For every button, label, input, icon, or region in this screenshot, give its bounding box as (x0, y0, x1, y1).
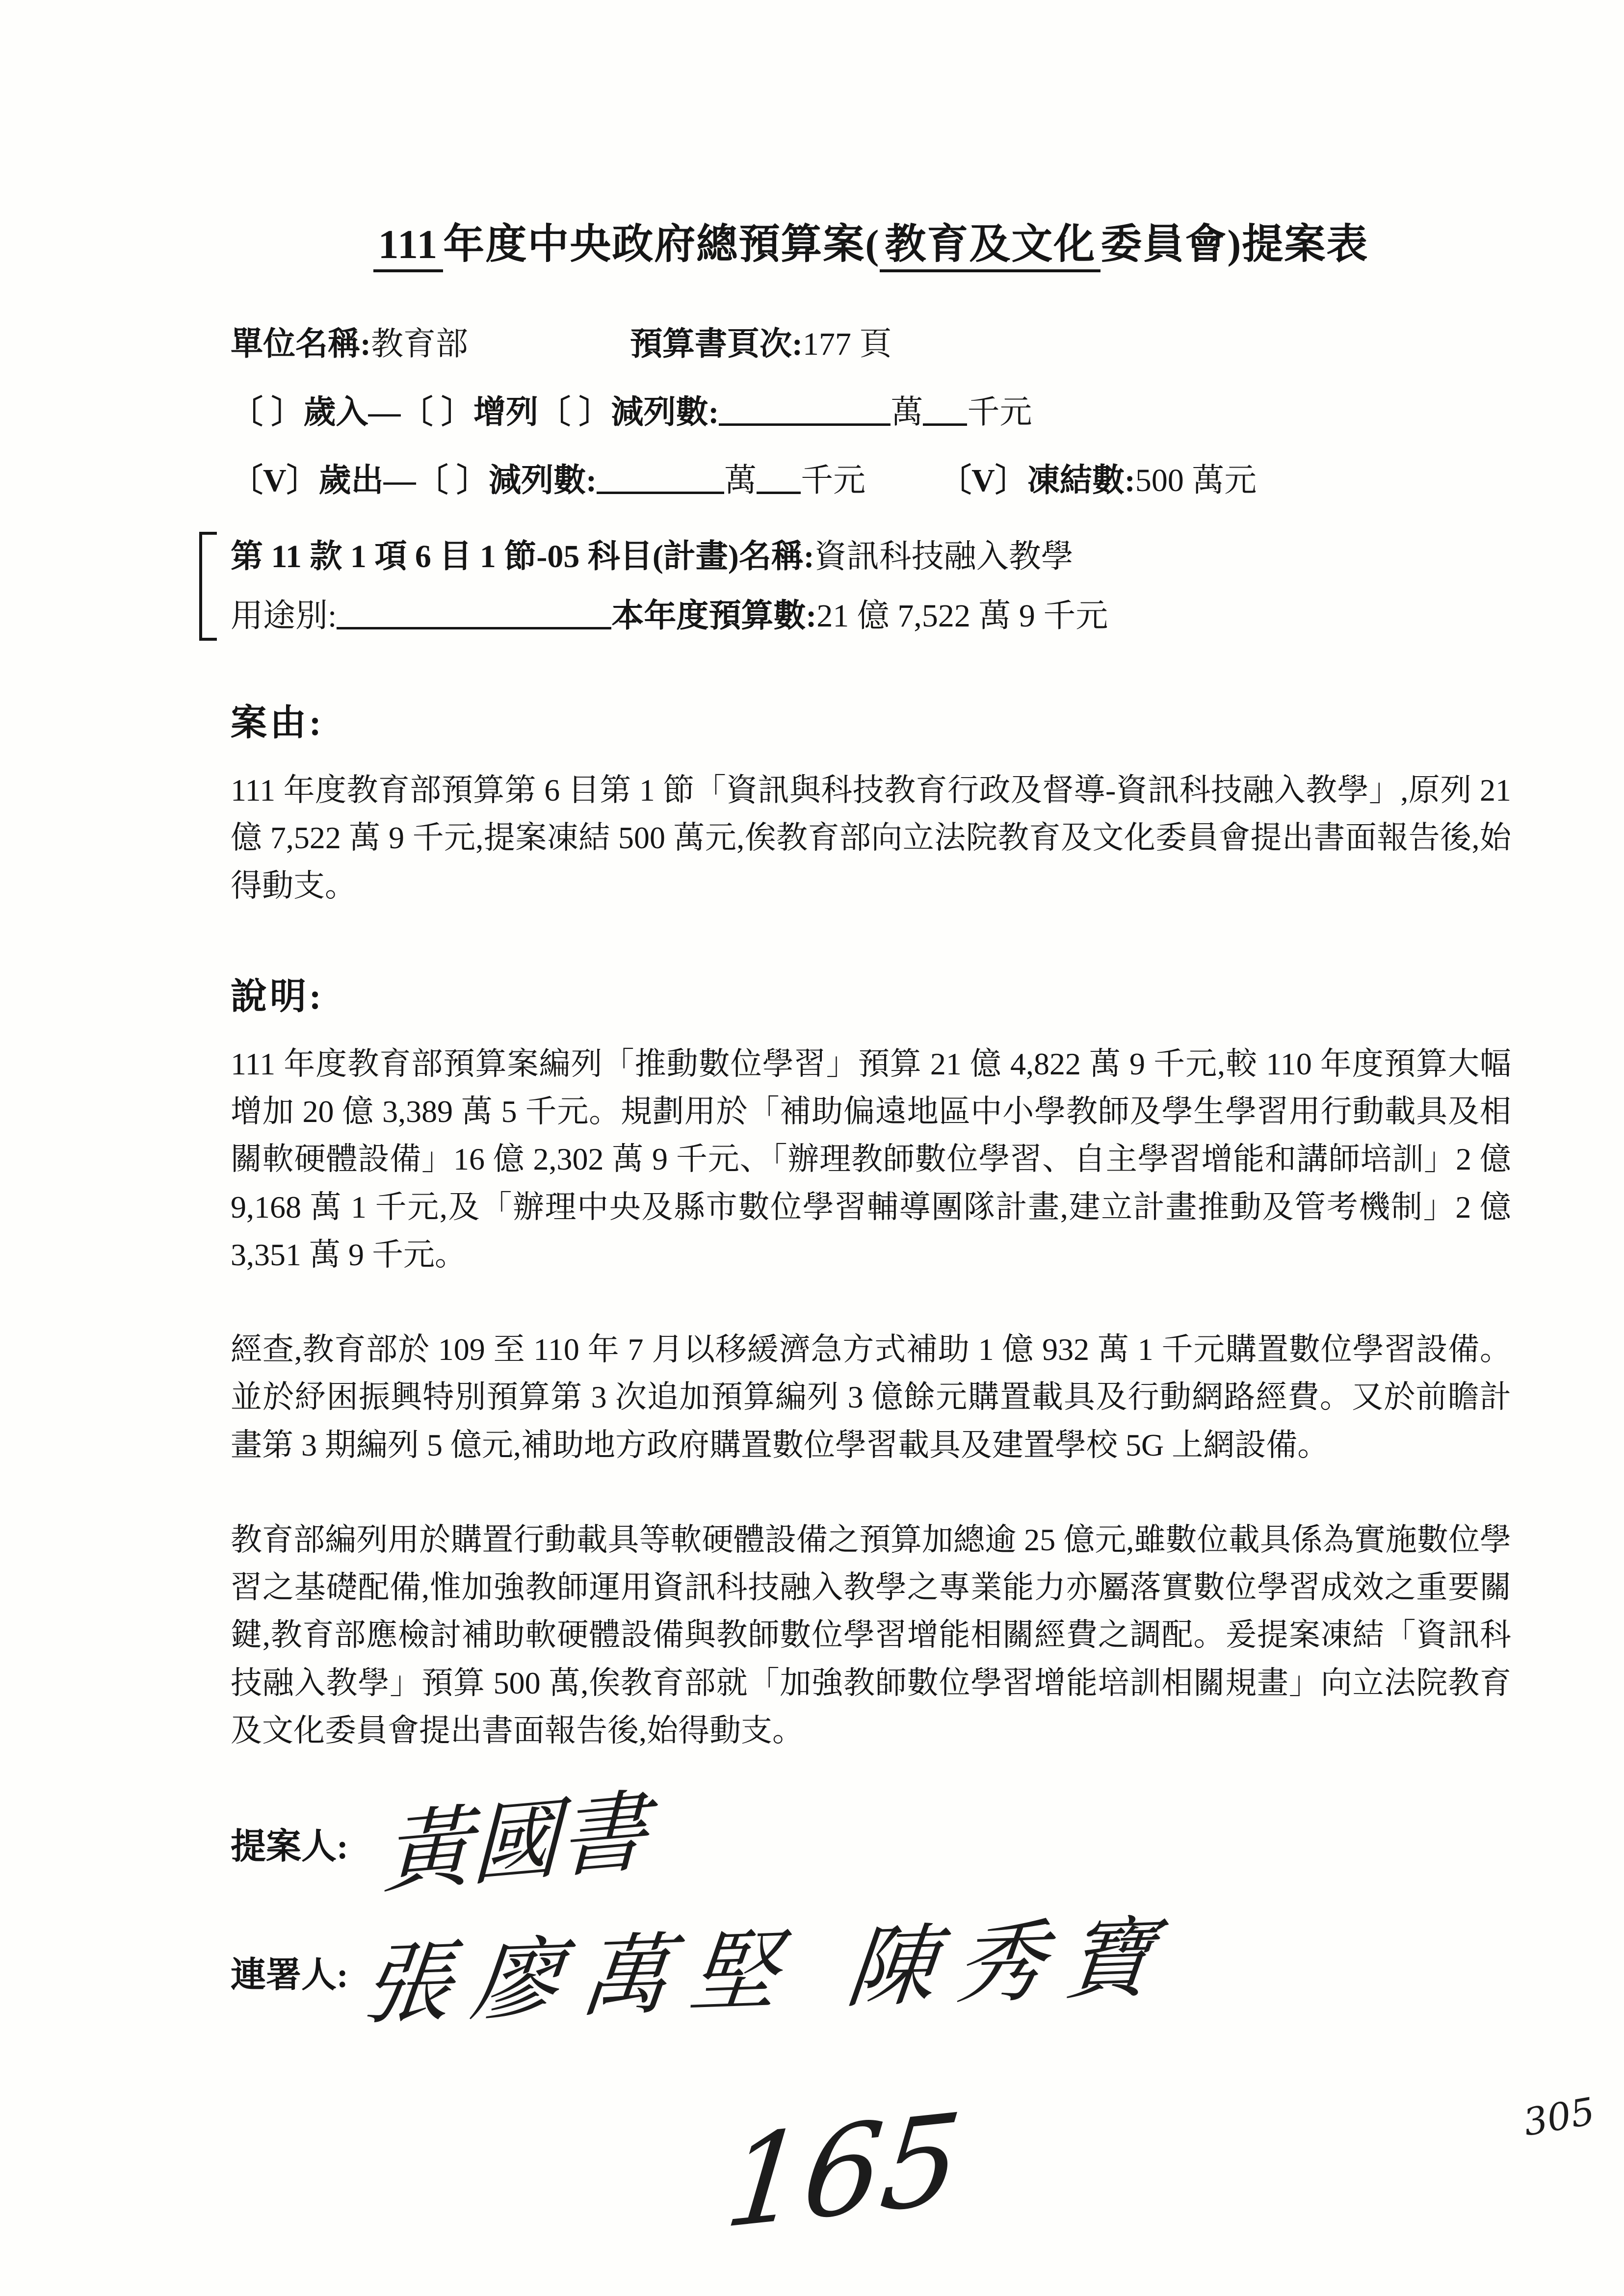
expenditure-check-row (231, 454, 1511, 500)
cosigner-label: 連署人: (231, 1956, 348, 1995)
budget-amount-value: 21 億 7,522 萬 9 千元 (816, 598, 1108, 634)
freeze-value: 500 萬元 (1135, 463, 1257, 498)
subject-block (231, 530, 1511, 636)
unit-qian: 千元 (801, 463, 866, 498)
explanation-paragraph-1: 111 年度教育部預算案編列「推動數位學習」預算 21 億 4,822 萬 9 千元,較 110 年度預算大幅增加 20 億 3,389 萬 5 千元。規劃用於「補助偏遠地區中小學教師及學生學習用行動載具及相關軟硬體設備」16 億 2,302 萬 9 千元、「辦理教師數位學習、自主學習增能和講師培訓」2 億 9,168 萬 1 千元,及「辦理中央及縣市數位學習輔導團隊計畫,建立計畫推動及管考機制」2 億 3,351 萬 9 千元。 (231, 1046, 1511, 1272)
proposer-signature: 黃國書 (382, 1780, 648, 1906)
subject-item-label: 第 11 款 1 項 6 目 1 節-05 科目(計畫)名稱: (231, 539, 814, 574)
subject-line-2 (231, 589, 1511, 636)
case-heading: 案由: (231, 703, 324, 743)
book-page-label: 預算書頁次: (629, 326, 803, 362)
blank-line (923, 391, 967, 426)
blank-line (337, 595, 611, 629)
unit-label: 單位名稱: (231, 326, 371, 362)
case-paragraph: 111 年度教育部預算第 6 目第 1 節「資訊與科技教育行政及督導-資訊科技融入教學」,原列 21 億 7,522 萬 9 千元,提案凍結 500 萬元,俟教育部向立法院教育及文化委員會提出書面報告後,始得動支。 (231, 773, 1511, 903)
subject-item-value: 資訊科技融入教學 (814, 539, 1074, 574)
explanation-paragraph-3: 教育部編列用於購置行動載具等軟硬體設備之預算加總逾 25 億元,雖數位載具係為實施數位學習之基礎配備,惟加強教師運用資訊科技融入教學之專業能力亦屬落實數位學習成效之重要關鍵,教育部應檢討補助軟硬體設備與教師數位學習增能相關經費之調配。爰提案凍結「資訊科技融入教學」預算 500 萬,俟教育部就「加強教師數位學習增能培訓相關規畫」向立法院教育及文化委員會提出書面報告後,始得動支。 (231, 1522, 1511, 1748)
blank-line (597, 459, 724, 494)
unit-wan: 萬 (891, 394, 923, 430)
unit-row (231, 317, 1511, 364)
subject-line-1 (231, 530, 1511, 576)
unit-qian: 千元 (967, 394, 1032, 430)
proposer-label: 提案人: (231, 1827, 348, 1867)
proposer-row (231, 1780, 1511, 1906)
page-title (231, 211, 1511, 270)
title-committee: 教育及文化 (880, 222, 1100, 272)
usage-label: 用途別: (231, 598, 337, 634)
cosigner-signatures: 張廖萬堅 陳秀寶 (358, 1905, 1179, 2037)
blank-line (719, 391, 891, 426)
left-bracket (199, 532, 215, 641)
title-post: 委員會)提案表 (1100, 222, 1369, 267)
revenue-check-row (231, 386, 1511, 432)
explanation-heading: 說明: (231, 976, 324, 1017)
budget-amount-label: 本年度預算數: (611, 598, 817, 634)
blank-line (757, 459, 801, 494)
unit-wan: 萬 (724, 463, 757, 498)
title-pre: 年度中央政府總預算案( (443, 222, 880, 267)
unit-value: 教育部 (370, 326, 468, 362)
cosigner-row (231, 1905, 1511, 2037)
revenue-check-prefix: 〔 〕歲入—〔 〕增列〔 〕減列數: (231, 394, 719, 430)
freeze-label: 〔V〕凍結數: (939, 463, 1135, 498)
book-page-value: 177 頁 (802, 326, 892, 362)
handwritten-page-number: 165 (719, 2086, 968, 2256)
corner-page-number: 305 (1520, 2089, 1598, 2144)
expenditure-check-prefix: 〔V〕歲出—〔 〕減列數: (231, 463, 597, 498)
explanation-paragraph-2: 經查,教育部於 109 至 110 年 7 月以移緩濟急方式補助 1 億 932 萬 1 千元購置數位學習設備。並於紓困振興特別預算第 3 次追加預算編列 3 億餘元購置載具及行動網路經費。又於前瞻計畫第 3 期編列 5 億元,補助地方政府購置數位學習載具及建置學校 5G 上網設備。 (231, 1332, 1511, 1462)
title-year: 111 (373, 222, 444, 272)
